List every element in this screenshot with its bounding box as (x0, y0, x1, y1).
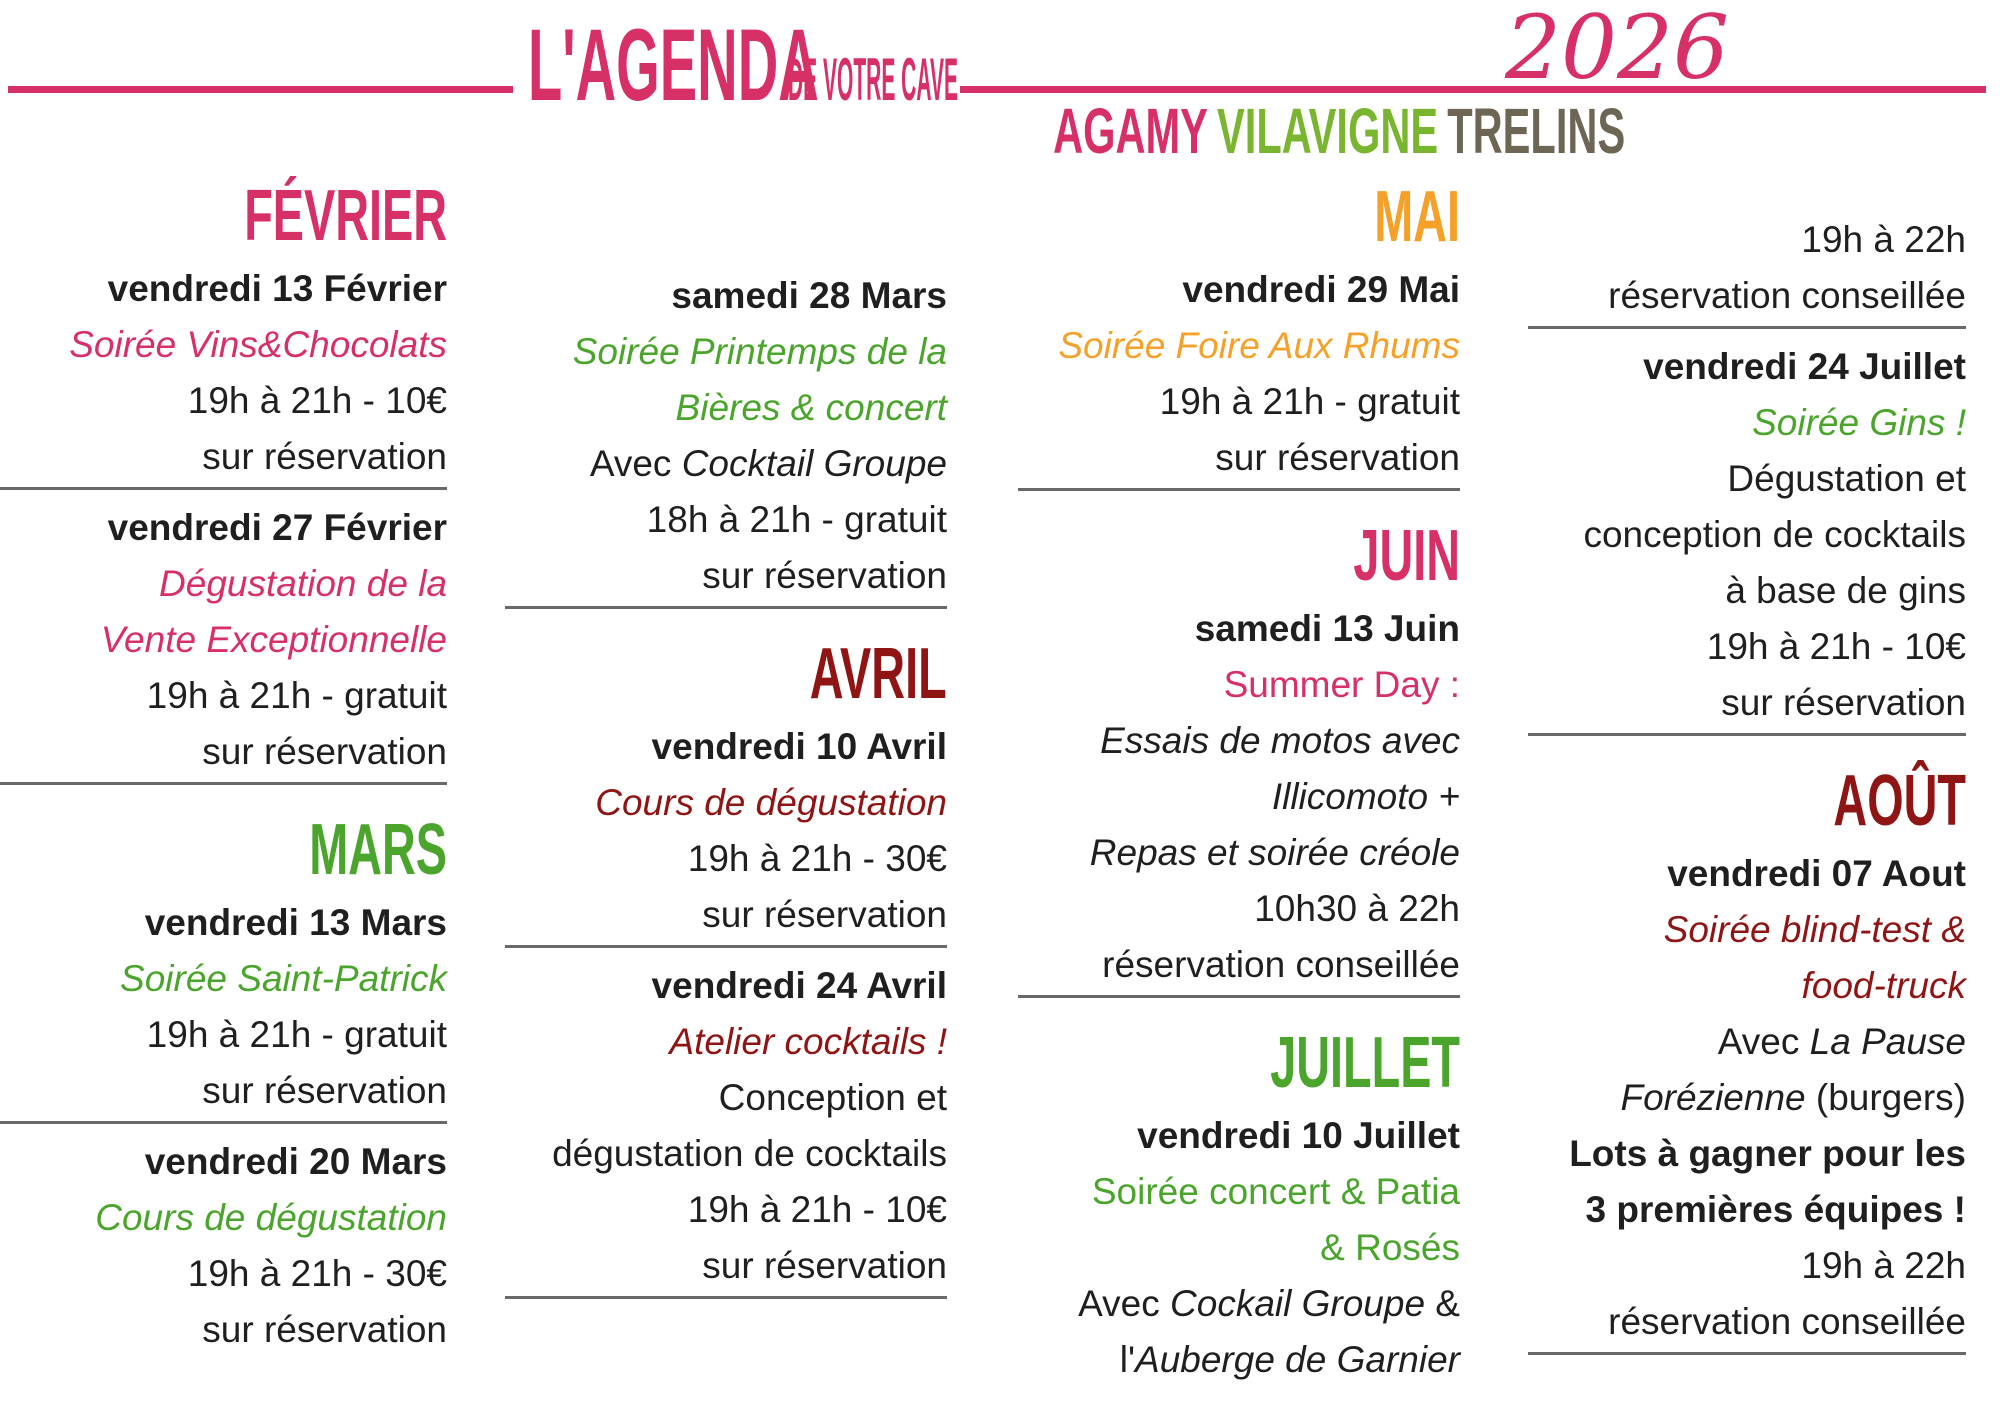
header-rule-right (960, 86, 1986, 93)
month-heading (1018, 178, 1460, 256)
event-line (505, 380, 947, 436)
event-line (1528, 268, 1966, 324)
text-segment: Soirée Foire Aux Rhums (1058, 325, 1460, 366)
section-divider (1528, 326, 1966, 329)
text-segment: à base de gins (1725, 570, 1966, 611)
event-block (1528, 212, 1966, 324)
text-segment: vendredi 10 Juillet (1137, 1115, 1460, 1156)
text-segment: conception de cocktails (1583, 514, 1966, 555)
column-july-august (1528, 212, 1966, 1365)
event-block (505, 958, 947, 1294)
section-divider (1018, 488, 1460, 491)
text-segment: Dégustation de la (159, 563, 447, 604)
text-segment: sur réservation (202, 1309, 447, 1350)
event-line (0, 500, 447, 556)
year-label: 2026 (1505, 0, 1729, 99)
header-rule-left (8, 86, 513, 93)
text-segment: Bières & concert (675, 387, 947, 428)
month-heading-text: AOÛT (1833, 761, 1966, 841)
event-line (1018, 1276, 1460, 1332)
event-line (505, 268, 947, 324)
event-line (1018, 657, 1460, 713)
event-line (1018, 374, 1460, 430)
text-segment: food-truck (1801, 965, 1966, 1006)
text-segment: Forézienne (1620, 1077, 1806, 1118)
text-segment: Vente Exceptionnelle (100, 619, 447, 660)
text-segment: sur réservation (702, 894, 947, 935)
text-segment: sur réservation (1215, 437, 1460, 478)
event-line (1018, 1332, 1460, 1388)
text-segment: sur réservation (202, 436, 447, 477)
event-line (505, 1238, 947, 1294)
text-segment: vendredi 27 Février (107, 507, 447, 548)
event-line (1528, 339, 1966, 395)
text-segment: réservation conseillée (1608, 1301, 1966, 1342)
month-heading (1018, 1024, 1460, 1102)
event-line (0, 556, 447, 612)
text-segment: Cours de dégustation (95, 1197, 447, 1238)
section-divider (0, 782, 447, 785)
text-segment: Dégustation et (1727, 458, 1966, 499)
event-line (505, 1182, 947, 1238)
section-divider (1528, 733, 1966, 736)
text-segment: Avec (1717, 1021, 1810, 1062)
section-divider (0, 1121, 447, 1124)
event-line (505, 1070, 947, 1126)
event-block (1018, 601, 1460, 993)
event-line (1018, 937, 1460, 993)
text-segment: 3 premières équipes ! (1585, 1189, 1966, 1230)
event-line (0, 373, 447, 429)
month-heading-text: FÉVRIER (244, 176, 447, 256)
text-segment: Avec (1078, 1283, 1171, 1324)
event-line (0, 1302, 447, 1358)
text-segment: 19h à 21h - 10€ (687, 1189, 947, 1230)
event-line (1528, 958, 1966, 1014)
text-segment: vendredi 24 Avril (651, 965, 947, 1006)
brand-name: TRELINS (1447, 95, 1625, 167)
month-heading (0, 811, 447, 889)
text-segment: 19h à 21h - 30€ (187, 1253, 447, 1294)
text-segment: 19h à 21h - gratuit (146, 1014, 447, 1055)
text-segment: & Rosés (1320, 1227, 1460, 1268)
event-block (0, 1134, 447, 1358)
event-block (0, 895, 447, 1119)
event-line (1528, 451, 1966, 507)
event-block (0, 500, 447, 780)
column-may-june-july (1018, 152, 1460, 1388)
text-segment: vendredi 13 Mars (144, 902, 447, 943)
event-line (505, 548, 947, 604)
text-segment: 19h à 22h (1801, 1245, 1966, 1286)
event-line (1018, 713, 1460, 769)
column-march-april (505, 268, 947, 1309)
event-line (1528, 675, 1966, 731)
event-line (0, 261, 447, 317)
text-segment: Cockail Groupe (1170, 1283, 1426, 1324)
event-line (1018, 1108, 1460, 1164)
event-block (1018, 1108, 1460, 1388)
poster-subtitle-text: DE VOTRE CAVE (788, 46, 958, 113)
month-heading (505, 635, 947, 713)
month-heading (1018, 517, 1460, 595)
brand-name: VILAVIGNE (1216, 95, 1438, 167)
event-block (505, 719, 947, 943)
event-line (1528, 1238, 1966, 1294)
event-block (1528, 846, 1966, 1350)
text-segment: Repas et soirée créole (1089, 832, 1460, 873)
event-line (505, 1126, 947, 1182)
event-line (1528, 395, 1966, 451)
event-line (1528, 902, 1966, 958)
event-block (0, 261, 447, 485)
event-block (1528, 339, 1966, 731)
event-line (505, 492, 947, 548)
brand-name: AGAMY (1052, 95, 1208, 167)
month-heading (0, 177, 447, 255)
text-segment: 19h à 21h - 10€ (1706, 626, 1966, 667)
event-line (505, 324, 947, 380)
event-line (0, 612, 447, 668)
text-segment: 19h à 21h - 10€ (187, 380, 447, 421)
event-line (505, 719, 947, 775)
event-line (0, 429, 447, 485)
text-segment: Soirée Printemps de la (572, 331, 947, 372)
event-line (1528, 1182, 1966, 1238)
event-line (1528, 619, 1966, 675)
text-segment: réservation conseillée (1608, 275, 1966, 316)
text-segment: Lots à gagner pour les (1569, 1133, 1966, 1174)
text-segment: Soirée Vins&Chocolats (69, 324, 447, 365)
event-line (505, 958, 947, 1014)
text-segment: 19h à 21h - 30€ (687, 838, 947, 879)
event-block (1018, 262, 1460, 486)
event-line (1528, 507, 1966, 563)
section-divider (1018, 995, 1460, 998)
text-segment: sur réservation (202, 731, 447, 772)
text-segment: 19h à 21h - gratuit (1159, 381, 1460, 422)
event-line (1528, 212, 1966, 268)
text-segment: 19h à 22h (1801, 219, 1966, 260)
text-segment: vendredi 24 Juillet (1643, 346, 1966, 387)
text-segment: dégustation de cocktails (552, 1133, 947, 1174)
text-segment: samedi 28 Mars (671, 275, 947, 316)
event-line (1528, 1070, 1966, 1126)
event-line (1018, 262, 1460, 318)
section-divider (505, 945, 947, 948)
event-line (1018, 1220, 1460, 1276)
month-heading (1528, 762, 1966, 840)
event-line (1528, 1294, 1966, 1350)
text-segment: Illicomoto + (1271, 776, 1460, 817)
text-segment: vendredi 29 Mai (1182, 269, 1460, 310)
text-segment: l' (1119, 1339, 1136, 1380)
event-line (0, 317, 447, 373)
section-divider (0, 487, 447, 490)
text-segment: Conception et (718, 1077, 947, 1118)
event-line (0, 1134, 447, 1190)
text-segment: Cours de dégustation (595, 782, 947, 823)
text-segment: Auberge de Garnier (1135, 1339, 1460, 1380)
event-line (1018, 318, 1460, 374)
text-segment: Soirée concert & Patia (1091, 1171, 1460, 1212)
event-line (0, 1246, 447, 1302)
section-divider (505, 606, 947, 609)
event-line (1018, 601, 1460, 657)
event-line (1528, 563, 1966, 619)
event-line (1018, 881, 1460, 937)
text-segment: Soirée blind-test & (1663, 909, 1966, 950)
text-segment: Cocktail Groupe (681, 443, 947, 484)
event-line (1018, 825, 1460, 881)
text-segment: sur réservation (702, 1245, 947, 1286)
event-line (1018, 769, 1460, 825)
event-line (505, 831, 947, 887)
text-segment: réservation conseillée (1102, 944, 1460, 985)
text-segment: sur réservation (202, 1070, 447, 1111)
event-line (0, 1007, 447, 1063)
event-line (505, 887, 947, 943)
text-segment: 19h à 21h - gratuit (146, 675, 447, 716)
poster-title-text: L'AGENDA (528, 8, 819, 122)
event-line (1528, 1014, 1966, 1070)
month-heading-text: JUILLET (1270, 1023, 1460, 1103)
event-line (0, 1190, 447, 1246)
event-line (0, 668, 447, 724)
event-line (1528, 1126, 1966, 1182)
event-block (505, 268, 947, 604)
text-segment: Summer Day : (1223, 664, 1460, 705)
text-segment: 18h à 21h - gratuit (646, 499, 947, 540)
text-segment: Avec (589, 443, 682, 484)
month-heading-text: AVRIL (810, 634, 947, 714)
text-segment: Soirée Saint-Patrick (120, 958, 447, 999)
event-line (505, 775, 947, 831)
event-line (0, 1063, 447, 1119)
text-segment: sur réservation (702, 555, 947, 596)
section-divider (505, 1296, 947, 1299)
text-segment: vendredi 10 Avril (651, 726, 947, 767)
text-segment: & (1425, 1283, 1460, 1324)
month-heading-text: JUIN (1353, 516, 1460, 596)
event-line (0, 951, 447, 1007)
text-segment: vendredi 13 Février (107, 268, 447, 309)
column-february-march (0, 151, 447, 1358)
text-segment: sur réservation (1721, 682, 1966, 723)
text-segment: vendredi 20 Mars (144, 1141, 447, 1182)
event-line (1528, 846, 1966, 902)
text-segment: samedi 13 Juin (1194, 608, 1460, 649)
section-divider (1528, 1352, 1966, 1355)
event-line (1018, 1164, 1460, 1220)
text-segment: Soirée Gins ! (1752, 402, 1966, 443)
month-heading-text: MARS (309, 810, 447, 890)
event-line (0, 724, 447, 780)
text-segment: Essais de motos avec (1100, 720, 1460, 761)
text-segment: La Pause (1809, 1021, 1966, 1062)
event-line (0, 895, 447, 951)
event-line (1018, 430, 1460, 486)
text-segment: (burgers) (1805, 1077, 1966, 1118)
event-line (505, 1014, 947, 1070)
text-segment: 10h30 à 22h (1254, 888, 1460, 929)
text-segment: vendredi 07 Aout (1667, 853, 1966, 894)
event-line (505, 436, 947, 492)
month-heading-text: MAI (1374, 177, 1460, 257)
text-segment: Atelier cocktails ! (669, 1021, 947, 1062)
